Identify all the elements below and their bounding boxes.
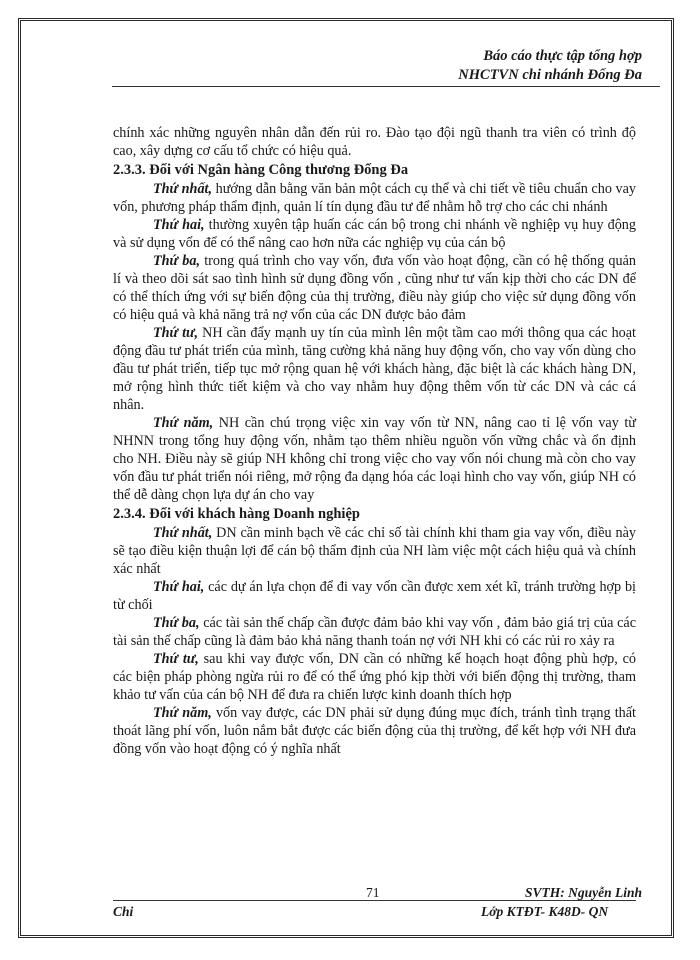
header-subtitle: NHCTVN chi nhánh Đống Đa [458,67,642,83]
header-title: Báo cáo thực tập tổng hợp [483,48,642,64]
footer-class: Lớp KTĐT- K48D- QN [481,904,609,919]
paragraph-text: hướng dẫn bằng văn bản một cách cụ thể và chi tiết về tiêu chuẩn cho vay vốn, phương pháp thẩm định, quản lí tín dụng đầu tư để nhằm hỗ trợ cho các chi nhánh [113,181,637,215]
paragraph [113,216,636,252]
paragraph-text: các dự án lựa chọn để đi vay vốn cần được xem xét kĩ, tránh trường hợp bị từ chối [113,579,636,613]
paragraph-lead: Thứ tư, [153,651,199,667]
paragraph-text: NH cần chú trọng việc xin vay vốn từ NN, nâng cao tỉ lệ vốn vay từ NHNN trong tổng huy động vốn, nhằm tạo thêm nhiều nguồn vốn vững chắc và ổn định cho NH. Điều này sẽ giúp NH không chỉ trong việc cho vay vốn nói chung mà còn cho vay vốn đầu tư phát triển nói riêng, mở rộng đa dạng hóa các loại hình cho vay vốn, giúp NH có thể dễ dàng chọn lựa dự án cho vay [113,415,637,503]
paragraph-lead: Thứ nhất, [153,525,213,541]
paragraph-lead: Thứ hai, [153,217,205,233]
paragraph-lead: Thứ năm, [153,415,214,431]
paragraph [113,414,636,504]
paragraph-text: thường xuyên tập huấn các cán bộ trong chi nhánh về nghiệp vụ huy động và sử dụng vốn để có thể nâng cao hơn nữa các nghiệp vụ của cán bộ [113,217,636,251]
footer-author-continued: Chi [113,904,134,919]
paragraph-lead: Thứ ba, [153,615,200,631]
paragraph-text: sau khi vay được vốn, DN cần có những kế hoạch hoạt động phù hợp, có các biện pháp phòng ngừa rủi ro để có thể ứng phó kịp thời với biến động thị trường, tham khảo tư vấn của cán bộ NH để đưa ra chiến lược kinh doanh thích hợp [113,651,636,703]
section-heading-bank: 2.3.3. Đối với Ngân hàng Công thương Đống Đa [113,162,409,178]
paragraph [113,524,636,578]
paragraph [113,324,636,414]
intro-text: chính xác những nguyên nhân dẫn đến rủi ro. Đào tạo đội ngũ thanh tra viên có trình độ cao, xây dựng cơ cấu tổ chức có hiệu quả. [113,125,636,159]
paragraph [113,614,636,650]
paragraph-text: các tài sản thế chấp cần được đảm bảo khi vay vốn , đảm bảo giá trị của các tài sản thế chấp cũng là đảm bảo khả năng thanh toán nợ với NH khi có các rủi ro xảy ra [113,615,636,649]
paragraph-text: trong quá trình cho vay vốn, đưa vốn vào hoạt động, cần có hệ thống quản lí và theo dõi sát sao tình hình sử dụng đồng vốn , cũng như tư vấn kịp thời cho các DN để có thể thích ứng với sự biến động của thị trường, điều này giúp cho việc sử dụng đồng vốn có hiệu quả và khả năng trả nợ vốn của các DN được bảo đảm [113,253,636,323]
paragraph-lead: Thứ nhất, [153,181,213,197]
paragraph [113,180,636,216]
paragraph [113,578,636,614]
page-header [458,47,642,85]
header-rule [112,86,660,87]
paragraph [113,650,636,704]
paragraph [113,704,636,758]
section-heading-enterprise: 2.3.4. Đối với khách hàng Doanh nghiệp [113,506,360,522]
paragraph-text: NH cần đẩy mạnh uy tín của mình lên một tầm cao mới thông qua các hoạt động đầu tư phát triển của mình, tăng cường khả năng huy động vốn, cho vay vốn dùng cho đầu tư phát triển, tiếp tục mở rộng quan hệ với khách hàng, đặc biệt là các khách hàng DN, mở rộng hình thức tiết kiệm và cho vay nhằm huy động thêm vốn từ các DN và các cá nhân. [113,325,636,413]
paragraph-lead: Thứ ba, [153,253,201,269]
paragraph [113,252,636,324]
paragraph-text: vốn vay được, các DN phải sử dụng đúng mục đích, tránh tình trạng thất thoát lãng phí vốn, luôn nắm bắt được các biến động của thị trường, để kết hợp với NH đưa đồng vốn vào hoạt động có ý nghĩa nhất [113,705,636,757]
document-body [113,124,636,758]
paragraph-text: DN cần minh bạch về các chỉ số tài chính khi tham gia vay vốn, điều này sẽ tạo điều kiện thuận lợi để cán bộ thẩm định của NH làm việc một cách hiệu quả và chính xác nhất [113,525,636,577]
paragraph-lead: Thứ năm, [153,705,212,721]
paragraph-lead: Thứ hai, [153,579,205,595]
paragraph-lead: Thứ tư, [153,325,199,341]
page-number: 71 [366,885,380,900]
footer-author: SVTH: Nguyễn Linh [524,885,642,900]
